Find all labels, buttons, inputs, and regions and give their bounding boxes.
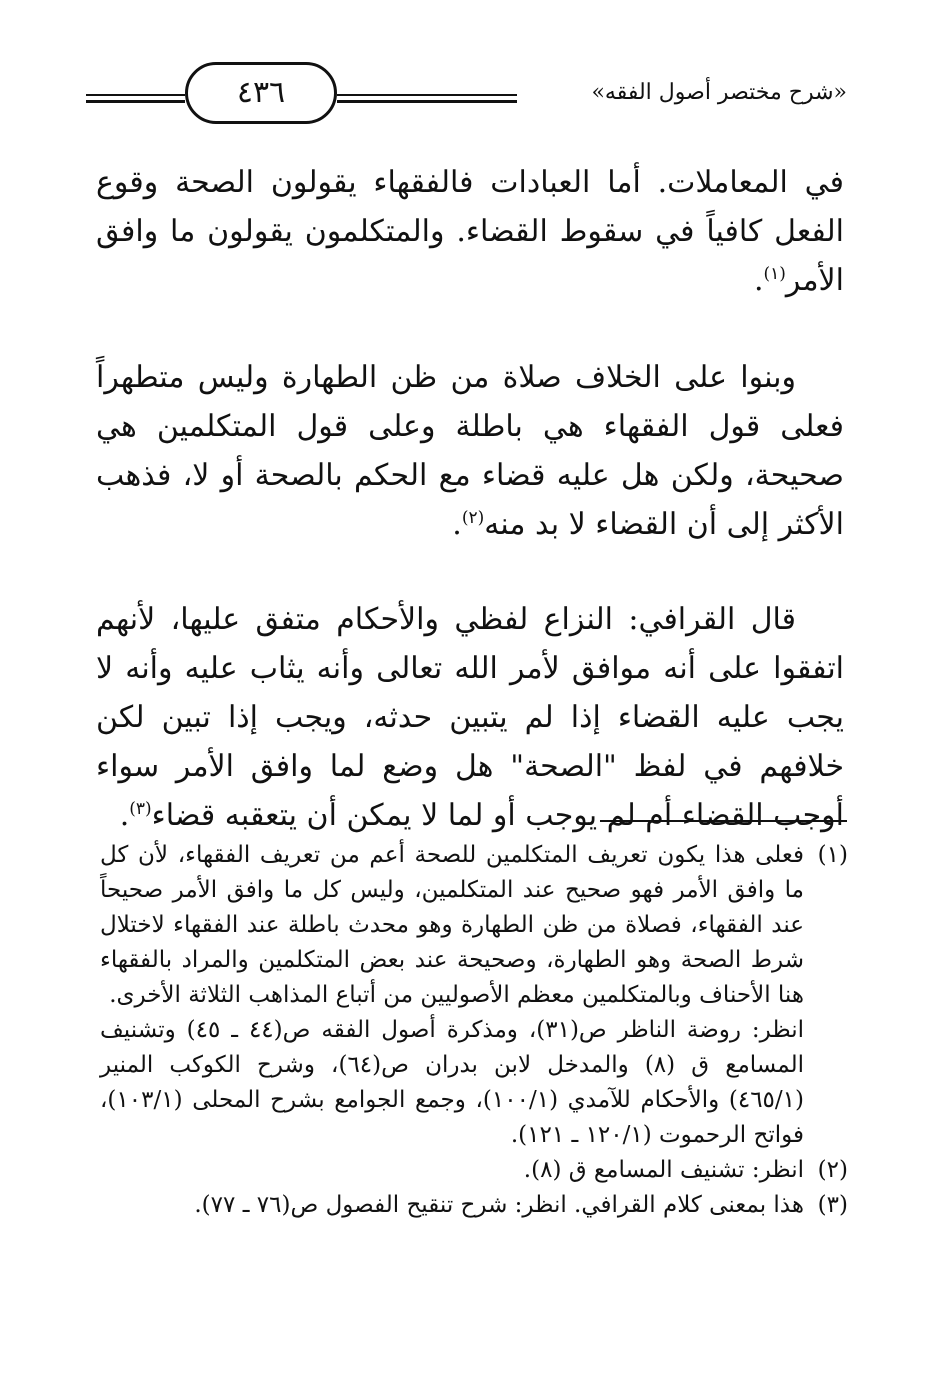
header-rule-line — [337, 100, 517, 103]
footnote-text: انظر: روضة الناظر ص(٣١)، ومذكرة أصول الفقه ص(٤٤ ـ ٤٥) وتشنيف المسامع ق (٨) والمدخل لابن بدران ص(٦٤)، وشرح الكوكب المنير (٤٦٥/١) والأحكام للآمدي (١٠٠/١)، وجمع الجوامع بشرح المحلى (١٠٣/١)، فواتح الرحموت (١٢٠/١ ـ ١٢١). — [100, 1017, 805, 1148]
paragraph-text: في المعاملات. أما العبادات فالفقهاء يقولون الصحة وقوع الفعل كافياً في سقوط القضاء. والمتكلمون يقولون ما وافق الأمر — [96, 165, 844, 298]
header-rule-line — [86, 100, 185, 103]
footnote-text: انظر: تشنيف المسامع ق (٨). — [523, 1157, 804, 1183]
page-header — [86, 62, 847, 134]
header-rule-line — [86, 94, 185, 96]
footnote-number: (٢) — [817, 1157, 848, 1183]
footnote-text: فعلى هذا يكون تعريف المتكلمين للصحة أعم من تعريف الفقهاء، لأن كل ما وافق الأمر فهو صحيح عند المتكلمين، وليس كل ما وافق الأمر صحيحاً عند الفقهاء، فصلاة من ظن الطهارة وهو محدث باطلة عند الفقهاء لاختلال شرط الصحة وهو الطهارة، وصحيحة عند بعض المتكلمين والمراد بالفقهاء هنا الأحناف وبالمتكلمين معظم الأصوليين من أتباع المذاهب الثلاثة الأخرى. — [100, 842, 804, 1008]
paragraph-text: وبنوا على الخلاف صلاة من ظن الطهارة وليس متطهراً فعلى قول الفقهاء هي باطلة وعلى قول المتكلمين هي صحيحة، ولكن هل عليه قضاء مع الحكم بالصحة أو لا، فذهب الأكثر إلى أن القضاء لا بد منه — [96, 360, 844, 542]
body-paragraph — [96, 595, 844, 840]
paragraph-text: قال القرافي: النزاع لفظي والأحكام متفق عليها، لأنهم اتفقوا على أنه موافق لأمر الله تعالى وأنه يثاب عليه وأنه لا يجب عليه القضاء إذا لم يتبين حدثه، ويجب إذا تبين لكن خلافهم في لفظ "الصحة" هل وضع لما وافق الأمر سواء أوجب القضاء أم لم يوجب أو لما لا يمكن أن يتعقبه قضاء — [96, 602, 844, 833]
footnotes — [100, 838, 848, 1223]
page-number: ٤٣٦ — [185, 62, 337, 124]
footnote-number: (٣) — [817, 1192, 848, 1218]
footnote — [100, 1153, 848, 1188]
body-paragraph — [96, 158, 844, 305]
paragraph-tail: . — [753, 263, 764, 298]
main-text — [96, 158, 844, 840]
footnote-body — [100, 1188, 804, 1223]
footnote-ref[interactable]: (٢) — [461, 508, 485, 528]
body-paragraph — [96, 353, 844, 549]
footnote-ref[interactable]: (٣) — [129, 799, 152, 819]
footnote-body — [100, 1153, 804, 1188]
footnote-body — [100, 838, 804, 1153]
footnote-separator — [600, 820, 847, 822]
footnote — [100, 1188, 848, 1223]
paragraph-tail: . — [119, 798, 130, 833]
footnote-ref[interactable]: (١) — [763, 264, 786, 284]
running-title: «شرح مختصر أصول الفقه» — [591, 80, 847, 105]
paragraph-tail: . — [452, 507, 462, 542]
footnote-text: هذا بمعنى كلام القرافي. انظر: شرح تنقيح الفصول ص(٧٦ ـ ٧٧). — [194, 1192, 804, 1218]
footnote — [100, 838, 848, 1153]
header-rule-line — [337, 94, 517, 96]
footnote-number: (١) — [817, 842, 848, 868]
